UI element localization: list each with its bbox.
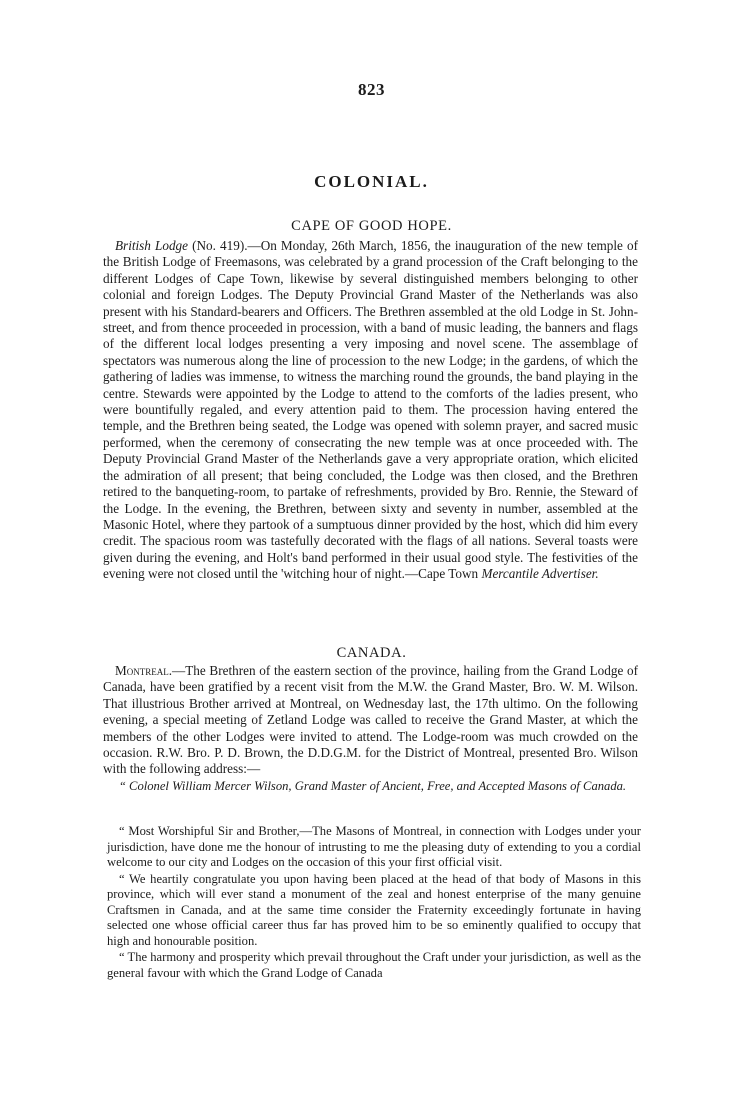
address-body [107,824,641,981]
place-name: Montreal. [115,663,173,678]
canada-article [103,663,638,778]
address-title-block [110,778,635,794]
address-title: “ Colonel William Mercer Wilson, Grand Master of Ancient, Free, and Accepted Masons of Canada. [118,779,627,793]
page-number: 823 [358,80,385,99]
address-paragraph-2: “ We heartily congratulate you upon having been placed at the head of that body of Masons in this province, which will ever stand a monument of the zeal and honest enterprise of the many genuine Craftsmen in Canada, and at the same time consider the Fraternity exceedingly fortunate in having selected one whose official career thus far has proved him to be so eminently qualified to occupy that high and honourable position. [107,871,641,948]
address-paragraph-3: “ The harmony and prosperity which prevail throughout the Craft under your jurisdiction, as well as the general favour with which the Grand Lodge of Canada [107,950,641,980]
canada-paragraph-text: —The Brethren of the eastern section of the province, hailing from the Grand Lodge of Canada, have been gratified by a recent visit from the M.W. the Grand Master, Bro. W. M. Wilson. That illustrious Brother arrived at Montreal, on Wednesday last, the 17th ultimo. On the following evening, a special meeting of Zetland Lodge was called to receive the Grand Master, at which the members of the other Lodges were invited to attend. The Lodge-room was much crowded on the occasion. R.W. Bro. P. D. Brown, the D.D.G.M. for the District of Montreal, presented Bro. Wilson with the following address:— [103,663,638,777]
cape-source: Mercantile Advertiser. [481,566,599,582]
lodge-name: British Lodge [115,238,188,253]
cape-article [103,238,638,583]
cape-paragraph-text: (No. 419).—On Monday, 26th March, 1856, the inauguration of the new temple of the British Lodge of Freemasons, was celebrated by a grand procession of the Craft belonging to the different Lodges of Cape Town, likewise by several distinguished members belonging to other colonial and foreign Lodges. The Deputy Provincial Grand Master of the Netherlands was also present with his Standard-bearers and Officers. The Brethren assembled at the old Lodge in St. John-street, and from thence proceeded in procession, with a band of music leading, the banners and flags of the different local lodges presenting a very imposing and novel scene. The assemblage of spectators was numerous along the line of procession to the new Lodge; in the gardens, of which the gathering of ladies was immense, to witness the marching round the grounds, the band playing in the centre. Stewards were appointed by the Lodge to attend to the comforts of the ladies present, who were bountifully regaled, and every attention paid to them. The procession having entered the temple, and the Brethren being seated, the Lodge was opened with solemn prayer, and sacred music performed, when the ceremony of consecrating the new temple was at once proceeded with. The Deputy Provincial Grand Master of the Netherlands gave a very appropriate oration, which elicited the admiration of all present; that being concluded, the Lodge was then closed, and the Brethren retired to the banqueting-room, to partake of refreshments, provided by Bro. Rennie, the Steward of the Lodge. In the evening, the Brethren, between sixty and seventy in number, assembled at the Masonic Hotel, where they partook of a sumptuous dinner provided by the host, which did him every credit. The spacious room was tastefully decorated with the flags of all nations. Several toasts were given during the evening, and Holt's band performed in their usual good style. The festivities of the evening were not closed until the 'witching hour of night.—Cape Town [103,238,639,582]
section-title: COLONIAL. [314,172,429,191]
canada-heading: CANADA. [336,645,407,661]
cape-heading: CAPE OF GOOD HOPE. [291,218,452,234]
cape-heading-wrap [0,218,743,235]
canada-heading-wrap [0,645,743,662]
address-paragraph-1: “ Most Worshipful Sir and Brother,—The Masons of Montreal, in connection with Lodges under your jurisdiction, have done me the honour of intrusting to me the pleasing duty of extending to you a cordial welcome to our city and Lodges on the occasion of this your first official visit. [107,824,641,869]
cape-paragraph [103,238,638,583]
canada-paragraph [103,663,638,778]
